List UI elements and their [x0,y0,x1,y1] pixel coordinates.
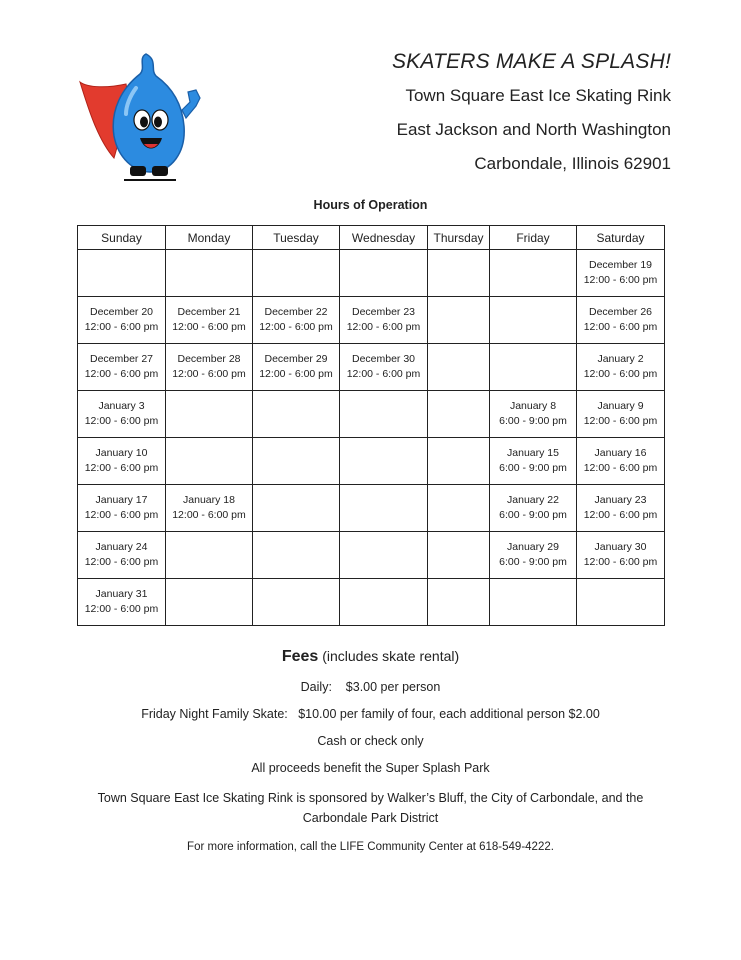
session-time: 12:00 - 6:00 pm [259,321,333,333]
week-row [78,391,665,438]
session-time: 6:00 - 9:00 pm [499,556,567,568]
schedule-cell [166,250,253,297]
schedule-cell [253,297,340,344]
session-date: January 10 [95,447,148,459]
fees-section [0,648,741,853]
schedule-cell [253,532,340,579]
day-header: Sunday [78,226,166,250]
session-time: 12:00 - 6:00 pm [583,368,658,380]
schedule-cell [577,250,665,297]
session-time: 12:00 - 6:00 pm [84,415,159,427]
schedule-cell [340,485,428,532]
session-time: 12:00 - 6:00 pm [172,509,246,521]
week-row [78,485,665,532]
session-date: December 19 [588,259,653,271]
rink-header [392,50,671,188]
schedule-cell [490,297,577,344]
day-header: Thursday [428,226,490,250]
session-time: 12:00 - 6:00 pm [583,415,658,427]
session-time: 12:00 - 6:00 pm [84,321,159,333]
schedule-cell [490,250,577,297]
schedule-cell [166,297,253,344]
session-time: 12:00 - 6:00 pm [583,321,658,333]
schedule-cell [577,391,665,438]
schedule-cell [166,532,253,579]
session-date: January 23 [594,494,647,506]
session-time: 12:00 - 6:00 pm [84,368,159,380]
schedule-cell [490,532,577,579]
schedule-cell [253,391,340,438]
session-time: 6:00 - 9:00 pm [499,415,567,427]
session-time: 12:00 - 6:00 pm [346,321,421,333]
schedule-cell [253,485,340,532]
session-date: January 2 [597,353,644,365]
schedule-cell [78,579,166,626]
session-date: January 8 [509,400,557,412]
schedule-table [77,225,665,626]
schedule-cell [253,250,340,297]
session-time: 12:00 - 6:00 pm [84,603,159,615]
session-date: December 27 [89,353,154,365]
session-time: 12:00 - 6:00 pm [172,321,246,333]
schedule-cell [78,532,166,579]
schedule-cell [340,297,428,344]
family-fee: Friday Night Family Skate: $10.00 per family of four, each additional person $2.00 [141,707,600,721]
week-row [78,344,665,391]
schedule-cell [78,438,166,485]
week-row [78,250,665,297]
session-time: 12:00 - 6:00 pm [84,556,159,568]
week-row [78,438,665,485]
schedule-cell [340,438,428,485]
session-time: 12:00 - 6:00 pm [84,509,159,521]
day-header: Monday [166,226,253,250]
schedule-cell [428,344,490,391]
session-date: January 22 [507,494,559,506]
fees-subtitle: (includes skate rental) [322,648,460,664]
schedule-cell [340,532,428,579]
schedule-cell [340,250,428,297]
session-date: December 23 [351,306,416,318]
session-date: December 20 [89,306,154,318]
session-date: January 29 [507,541,559,553]
water-drop-mascot-icon [78,48,206,186]
schedule-cell [577,297,665,344]
schedule-cell [428,297,490,344]
schedule-cell [340,579,428,626]
schedule-cell [78,297,166,344]
schedule-cell [577,532,665,579]
schedule-cell [577,579,665,626]
day-header: Tuesday [253,226,340,250]
session-time: 12:00 - 6:00 pm [346,368,421,380]
schedule-cell [78,250,166,297]
session-date: January 30 [594,541,647,553]
session-date: January 9 [597,400,644,412]
schedule-cell [253,344,340,391]
daily-fee: Daily: $3.00 per person [300,680,441,694]
week-row [78,297,665,344]
schedule-cell [166,485,253,532]
session-date: December 26 [588,306,653,318]
session-date: December 21 [177,306,241,318]
payment-note: Cash or check only [317,734,424,748]
schedule-cell [428,250,490,297]
schedule-cell [428,485,490,532]
schedule-cell [490,391,577,438]
day-header: Friday [490,226,577,250]
session-time: 12:00 - 6:00 pm [259,368,333,380]
day-header: Wednesday [340,226,428,250]
schedule-cell [490,579,577,626]
session-date: December 28 [177,353,241,365]
schedule-cell [78,344,166,391]
session-time: 6:00 - 9:00 pm [499,509,567,521]
schedule-cell [577,485,665,532]
sponsor-note: Town Square East Ice Skating Rink is sponsored by Walker’s Bluff, the City of Carbondale, and the Carbondale Park District [97,791,644,825]
schedule-cell [253,579,340,626]
benefit-note: All proceeds benefit the Super Splash Park [251,761,490,775]
session-time: 12:00 - 6:00 pm [583,509,658,521]
session-date: January 17 [95,494,148,506]
schedule-cell [340,391,428,438]
session-time: 12:00 - 6:00 pm [583,274,658,286]
schedule-cell [490,485,577,532]
session-date: December 22 [264,306,328,318]
rink-city: Carbondale, Illinois 62901 [474,154,671,173]
session-date: December 29 [264,353,328,365]
day-header: Saturday [577,226,665,250]
week-row [78,532,665,579]
schedule-cell [428,391,490,438]
rink-name: Town Square East Ice Skating Rink [405,86,671,105]
session-date: January 3 [98,400,145,412]
session-time: 6:00 - 9:00 pm [499,462,567,474]
session-date: January 24 [95,541,148,553]
session-date: December 30 [351,353,416,365]
hours-title: Hours of Operation [313,198,428,212]
schedule-cell [166,579,253,626]
schedule-cell [490,438,577,485]
schedule-cell [428,579,490,626]
schedule-cell [490,344,577,391]
flyer-title: SKATERS MAKE A SPLASH! [391,50,671,73]
session-time: 12:00 - 6:00 pm [172,368,246,380]
schedule-cell [166,391,253,438]
schedule-cell [577,344,665,391]
schedule-cell [428,532,490,579]
contact-info: For more information, call the LIFE Community Center at 618-549-4222. [187,841,554,853]
session-date: January 31 [95,588,148,600]
fees-title: Fees [281,648,319,665]
schedule-cell [78,485,166,532]
session-time: 12:00 - 6:00 pm [583,556,658,568]
rink-address: East Jackson and North Washington [396,120,671,139]
day-header-row [78,226,665,250]
schedule-cell [78,391,166,438]
schedule-cell [166,438,253,485]
session-date: January 15 [507,447,559,459]
schedule-cell [166,344,253,391]
session-time: 12:00 - 6:00 pm [583,462,658,474]
session-date: January 16 [594,447,647,459]
session-time: 12:00 - 6:00 pm [84,462,159,474]
week-row [78,579,665,626]
schedule-cell [340,344,428,391]
schedule-cell [253,438,340,485]
schedule-cell [577,438,665,485]
fees-heading [0,648,741,666]
session-date: January 18 [183,494,235,506]
schedule-cell [428,438,490,485]
